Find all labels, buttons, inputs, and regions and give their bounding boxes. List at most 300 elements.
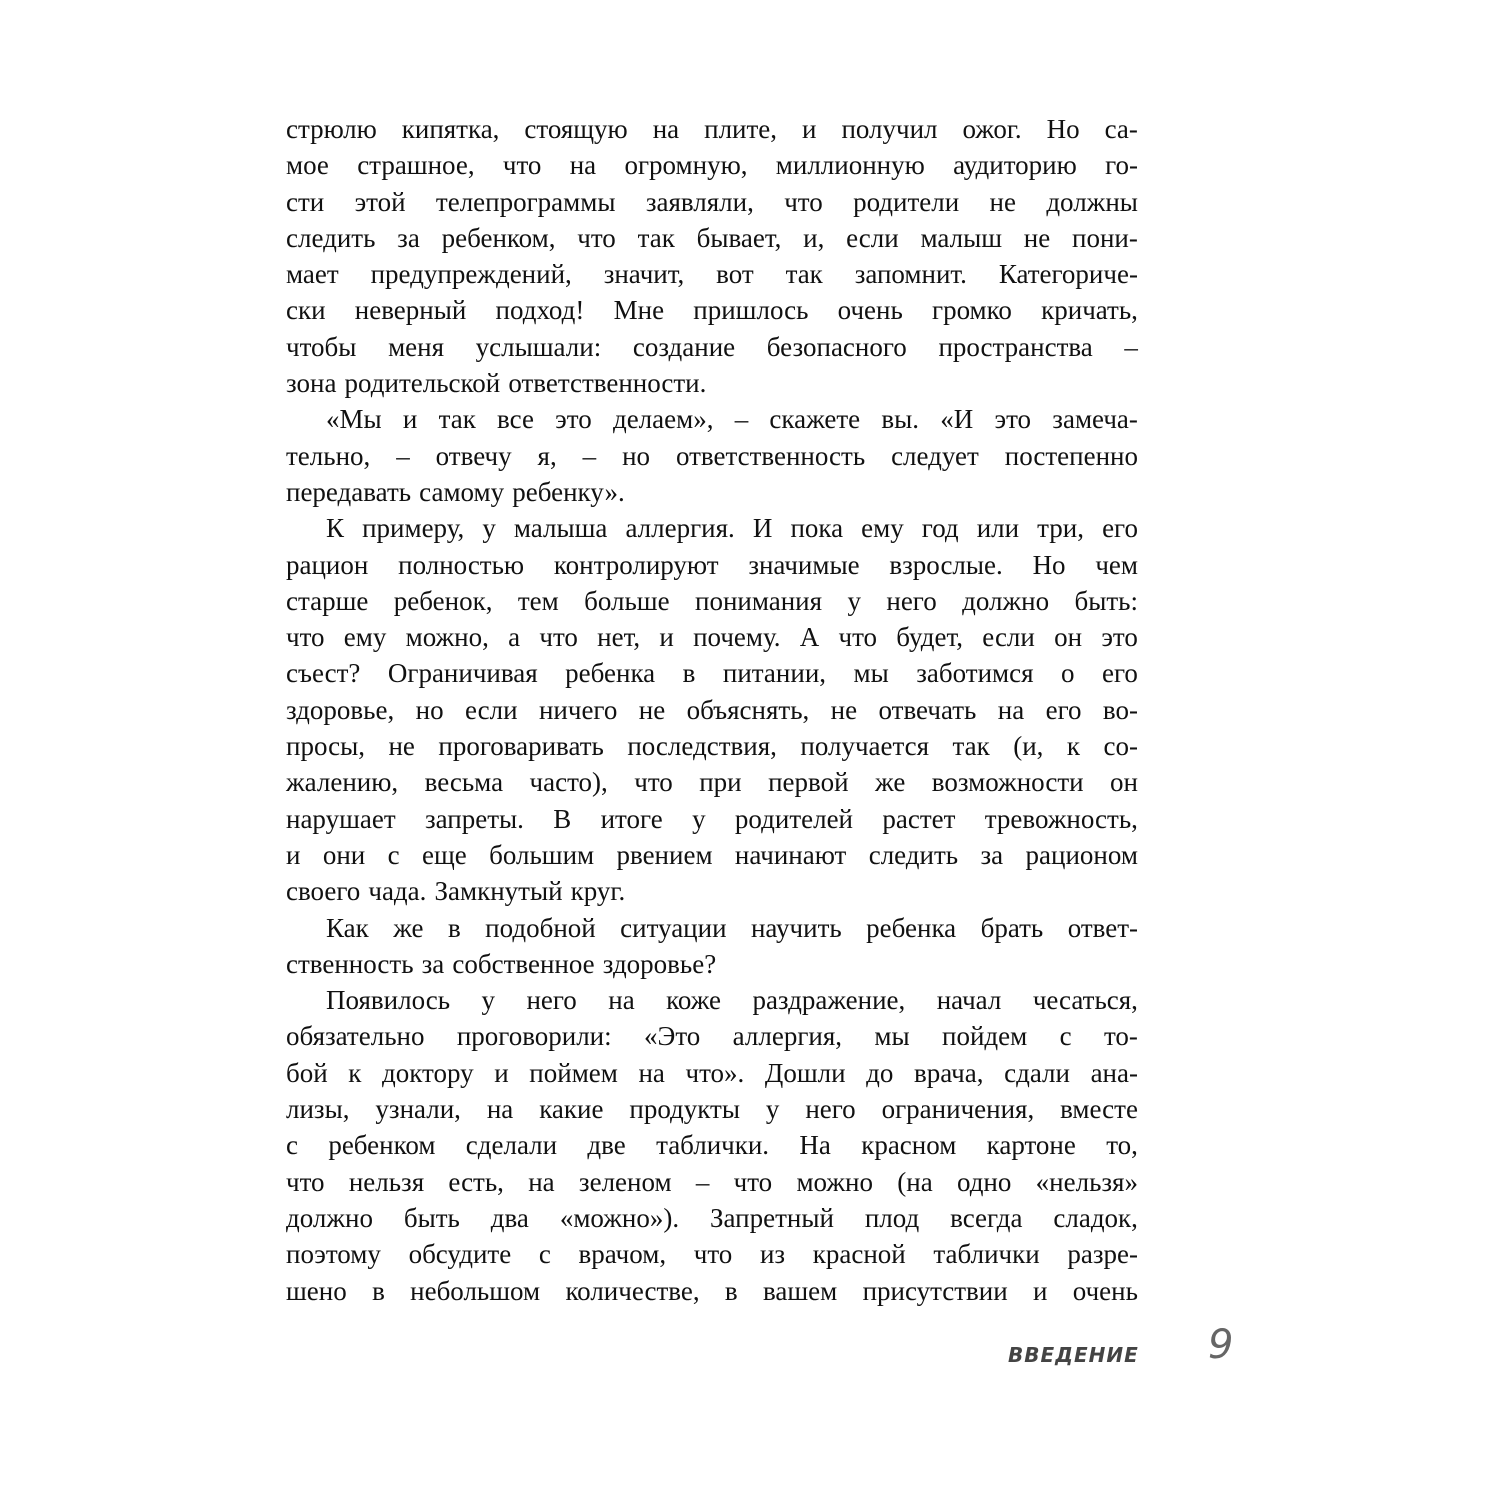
word: у [765, 1094, 780, 1125]
word: ребенка [565, 658, 656, 689]
word: «Мы [326, 404, 382, 435]
word: красной [812, 1239, 906, 1270]
word: одно [956, 1166, 1012, 1197]
word: и, [803, 222, 825, 253]
word: а [508, 622, 521, 653]
word: чем [1095, 549, 1138, 580]
word: и [402, 404, 418, 435]
word: на [569, 150, 597, 181]
word: А [799, 622, 820, 653]
text-line [286, 1273, 1138, 1309]
text-line [286, 1200, 1138, 1236]
word: зона [286, 368, 337, 399]
word: очень [1072, 1275, 1138, 1306]
word: плод [864, 1202, 920, 1233]
word: своего [286, 876, 361, 907]
word: быть [403, 1202, 460, 1233]
text-line [286, 764, 1138, 800]
word: со- [1103, 731, 1138, 762]
word: у [847, 585, 861, 616]
word: примеру, [362, 513, 465, 544]
text-line [286, 692, 1138, 728]
word: полностью [398, 549, 525, 580]
word: съест? [286, 658, 361, 689]
word: у [482, 513, 496, 544]
word: еще [421, 839, 467, 870]
text-line [286, 619, 1138, 655]
text-line [286, 401, 1138, 437]
word: пока [790, 513, 844, 544]
word: последствия, [627, 731, 777, 762]
word: ему [343, 622, 387, 653]
word: предупреждений, [370, 259, 572, 290]
word: пони- [1072, 222, 1138, 253]
word: с [286, 1130, 298, 1161]
word: ответственность [675, 440, 866, 471]
word: и [1033, 1275, 1048, 1306]
word: кричать, [1041, 295, 1138, 326]
word: к [1066, 731, 1081, 762]
word: ограничения, [881, 1094, 1035, 1125]
word: сделали [465, 1130, 558, 1161]
word: у [481, 985, 495, 1016]
word: замеча- [1052, 404, 1138, 435]
word: стоящую [524, 114, 628, 144]
word: телепрограммы [435, 186, 616, 217]
word: с [538, 1239, 551, 1270]
word: что [693, 1239, 733, 1270]
word: две [587, 1130, 626, 1161]
word: на [638, 1057, 665, 1088]
word: услышали: [475, 331, 602, 362]
word: большим [489, 839, 595, 870]
word: следить [286, 222, 376, 253]
word: пространства [938, 331, 1093, 362]
text-line [286, 1091, 1138, 1127]
word: нет, [597, 622, 641, 653]
word: красном [861, 1130, 957, 1161]
word: что [539, 622, 578, 653]
word: – [1124, 331, 1138, 362]
text-line [286, 111, 1138, 147]
word: но [622, 440, 651, 471]
word: он [1054, 622, 1083, 653]
word: к [348, 1057, 362, 1088]
word: это [555, 404, 592, 435]
word: мает [286, 259, 339, 290]
word: ана- [1090, 1057, 1138, 1088]
word: пришлось [693, 295, 809, 326]
word: – [695, 1166, 710, 1197]
word: старше [286, 585, 369, 616]
word: не [1023, 222, 1051, 253]
word: из [759, 1239, 786, 1270]
word: сдали [1004, 1057, 1070, 1088]
text-line [286, 147, 1138, 183]
word: ответственности. [508, 368, 707, 399]
word: заявляли, [645, 186, 754, 217]
word: вот [716, 259, 754, 290]
word: Категориче- [998, 259, 1138, 290]
word: создание [632, 331, 736, 362]
word: Мне [613, 295, 665, 326]
word: здоровье? [602, 948, 717, 979]
word: (на [897, 1166, 933, 1197]
word: так [785, 259, 823, 290]
word: на [997, 694, 1025, 725]
word: с [387, 839, 400, 870]
word: что [733, 1166, 773, 1197]
text-line [286, 946, 1138, 982]
word: и [802, 114, 817, 144]
word: запомнит. [854, 259, 967, 290]
word: с [1059, 1021, 1072, 1052]
word: что [634, 767, 673, 798]
text-line [286, 655, 1138, 691]
word: же [393, 912, 424, 943]
word: следить [868, 839, 959, 870]
word: Запретный [709, 1202, 834, 1233]
word: родителей [734, 803, 854, 834]
word: за [397, 222, 420, 253]
word: на [486, 1094, 514, 1125]
word: обсудите [408, 1239, 512, 1270]
word: они [322, 839, 366, 870]
word: чада. [368, 876, 427, 907]
word: брать [980, 912, 1044, 943]
word: научить [750, 912, 842, 943]
word: часто), [529, 767, 608, 798]
word: это [994, 404, 1032, 435]
word: на [652, 114, 680, 144]
text-line [286, 510, 1138, 546]
word: ожог. [962, 114, 1022, 144]
word: родители [853, 186, 960, 217]
word: лизы, [286, 1094, 350, 1125]
word: малыш [920, 222, 1003, 253]
word: ребенком [328, 1130, 436, 1161]
word: – [396, 440, 410, 471]
word: отвечу [435, 440, 512, 471]
word: проговорили: [456, 1021, 612, 1052]
word: меня [388, 331, 445, 362]
word: здоровье, [286, 694, 395, 725]
word: что [838, 622, 878, 653]
word: сти [286, 186, 325, 217]
word: рационом [1025, 839, 1138, 870]
word: вы. [881, 404, 920, 435]
word: и [659, 622, 674, 653]
word: до [866, 1057, 894, 1088]
word: я, [537, 440, 557, 471]
word: мое [286, 150, 329, 181]
word: присутствии [862, 1275, 1008, 1306]
word: сладок, [1053, 1202, 1138, 1233]
word: отвечать [878, 694, 977, 725]
word: заботимся [916, 658, 1034, 689]
word: ребенок, [393, 585, 493, 616]
word: вашем [763, 1275, 838, 1306]
word: малыша [513, 513, 608, 544]
word: за [421, 948, 445, 979]
word: Ограничивая [387, 658, 538, 689]
word: весьма [424, 767, 504, 798]
word: Дошли [764, 1057, 846, 1088]
word: что [784, 186, 823, 217]
word: что [286, 1166, 325, 1197]
text-line [286, 583, 1138, 619]
word: кипятка, [401, 114, 500, 144]
word: аллергия. [625, 513, 735, 544]
word: таблички [933, 1239, 1040, 1270]
word: все [497, 404, 534, 435]
word: ничего [538, 694, 618, 725]
word: поэтому [286, 1239, 381, 1270]
word: «можно»). [559, 1202, 680, 1233]
word: что». [685, 1057, 745, 1088]
word: два [490, 1202, 529, 1233]
word: во- [1102, 694, 1138, 725]
word: безопасного [766, 331, 907, 362]
word: стрюлю [286, 114, 377, 144]
word: в [724, 1275, 738, 1306]
text-line [286, 1127, 1138, 1163]
word: первой [768, 767, 849, 798]
word: собственное [452, 948, 595, 979]
word: шено [286, 1275, 347, 1306]
word: должно [286, 1202, 373, 1233]
word: начинают [734, 839, 847, 870]
word: в [372, 1275, 385, 1306]
running-footer-section: ВВЕДЕНИЕ [1008, 1343, 1139, 1367]
word: передавать [286, 476, 412, 507]
word: ребенком, [441, 222, 556, 253]
word: пойдем [942, 1021, 1028, 1052]
word: так [438, 404, 476, 435]
word: получил [841, 114, 938, 144]
word: Замкнутый [434, 876, 563, 907]
word: больше [584, 585, 670, 616]
word: объяснять, [686, 694, 810, 725]
word: мы [853, 658, 889, 689]
word: ситуации [620, 912, 727, 943]
word: но [415, 694, 444, 725]
word: ему [861, 513, 904, 544]
word: «И [940, 404, 974, 435]
word: него [526, 985, 577, 1016]
word: так [637, 222, 675, 253]
word: просы, [286, 731, 365, 762]
word: подход! [495, 295, 585, 326]
word: быть: [1074, 585, 1138, 616]
word: какие [539, 1094, 604, 1125]
word: так [952, 731, 990, 762]
word: количестве, [565, 1275, 700, 1306]
word: будет, [896, 622, 964, 653]
word: если [846, 222, 899, 253]
text-line [286, 873, 1138, 909]
word: узнали, [375, 1094, 461, 1125]
word: доктору [382, 1057, 474, 1088]
word: Но [1046, 114, 1080, 144]
word: врача, [914, 1057, 984, 1088]
word: за [980, 839, 1004, 870]
word: и [494, 1057, 509, 1088]
word: Как [326, 912, 369, 943]
word: миллионную [775, 150, 925, 181]
word: рацион [286, 549, 369, 580]
text-line [286, 1164, 1138, 1200]
word: скажете [769, 404, 861, 435]
word: можно [796, 1166, 873, 1197]
word: чесаться, [1032, 985, 1138, 1016]
word: не [830, 694, 858, 725]
word: ребенка [866, 912, 957, 943]
word: то- [1103, 1021, 1138, 1052]
word: неверный [354, 295, 467, 326]
text-line [286, 547, 1138, 583]
text-line [286, 837, 1138, 873]
word: его [1102, 658, 1138, 689]
text-line [286, 220, 1138, 256]
word: запреты. [424, 803, 524, 834]
word: при [699, 767, 742, 798]
text-line [286, 728, 1138, 764]
word: страшное, [357, 150, 475, 181]
word: это [1101, 622, 1138, 653]
word: ски [286, 295, 326, 326]
word: – [734, 404, 749, 435]
word: значит, [603, 259, 685, 290]
word: начал [936, 985, 1002, 1016]
word: бывает, [696, 222, 782, 253]
word: питании, [722, 658, 827, 689]
word: зеленом [578, 1166, 672, 1197]
word: нельзя [348, 1166, 425, 1197]
word: – [582, 440, 597, 471]
word: обязательно [286, 1021, 425, 1052]
word: таблички. [656, 1130, 770, 1161]
word: К [326, 513, 345, 544]
word: в [447, 912, 461, 943]
word: и [286, 839, 301, 870]
word: коже [666, 985, 721, 1016]
word: картоне [986, 1130, 1076, 1161]
word: разре- [1067, 1239, 1138, 1270]
word: В [553, 803, 572, 834]
word: же [875, 767, 906, 798]
word: тельно, [286, 440, 371, 471]
word: не [388, 731, 415, 762]
word: значимые [748, 549, 860, 580]
word: должны [1046, 186, 1138, 217]
word: огромную, [624, 150, 748, 181]
word: круг. [570, 876, 626, 907]
word: тревожность, [984, 803, 1138, 834]
word: получается [800, 731, 930, 762]
word: его [1102, 513, 1138, 544]
word: взрослые. [889, 549, 1003, 580]
text-line [286, 910, 1138, 946]
text-line [286, 365, 1138, 401]
text-line [286, 256, 1138, 292]
word: если [464, 694, 518, 725]
word: следует [891, 440, 979, 471]
text-line [286, 329, 1138, 365]
word: нарушает [286, 803, 396, 834]
word: са- [1104, 114, 1138, 144]
word: три, [1037, 513, 1084, 544]
text-line [286, 292, 1138, 328]
word: аллергия, [732, 1021, 843, 1052]
word: делаем», [612, 404, 714, 435]
word: плите, [704, 114, 778, 144]
word: рвением [616, 839, 713, 870]
word: можно, [405, 622, 489, 653]
word: громко [932, 295, 1012, 326]
word: проговаривать [438, 731, 604, 762]
text-line [286, 982, 1138, 1018]
text-line [286, 1236, 1138, 1272]
word: жалению, [286, 767, 399, 798]
word: не [989, 186, 1016, 217]
text-line [286, 438, 1138, 474]
word: поймем [529, 1057, 618, 1088]
word: «нельзя» [1035, 1166, 1138, 1197]
word: на [608, 985, 635, 1016]
word: что [502, 150, 542, 181]
page-number: 9 [1208, 1322, 1234, 1368]
word: тем [517, 585, 559, 616]
word: понимания [695, 585, 823, 616]
word: вместе [1060, 1094, 1138, 1125]
word: И [752, 513, 773, 544]
word: должно [962, 585, 1050, 616]
word: очень [837, 295, 903, 326]
word: что [577, 222, 616, 253]
word: не [638, 694, 666, 725]
word: ответ- [1067, 912, 1138, 943]
word: небольшом [410, 1275, 541, 1306]
word: (и, [1013, 731, 1044, 762]
word: он [1110, 767, 1138, 798]
word: возможности [931, 767, 1084, 798]
word: если [982, 622, 1035, 653]
word: итоге [600, 803, 663, 834]
text-line [286, 1055, 1138, 1091]
word: врачом, [578, 1239, 667, 1270]
text-line [286, 184, 1138, 220]
word: продукты [629, 1094, 740, 1125]
text-line [286, 801, 1138, 837]
word: то, [1106, 1130, 1138, 1161]
text-line [286, 1018, 1138, 1054]
word: о [1061, 658, 1075, 689]
word: родительской [344, 368, 501, 399]
word: или [976, 513, 1020, 544]
word: го- [1105, 150, 1138, 181]
word: чтобы [286, 331, 357, 362]
word: что [286, 622, 325, 653]
word: на [528, 1166, 555, 1197]
word: «Это [644, 1021, 701, 1052]
word: раздражение, [752, 985, 906, 1016]
word: подобной [485, 912, 596, 943]
word: почему. [693, 622, 781, 653]
body-text [286, 111, 1138, 1309]
word: Появилось [326, 985, 451, 1016]
word: самому [419, 476, 505, 507]
